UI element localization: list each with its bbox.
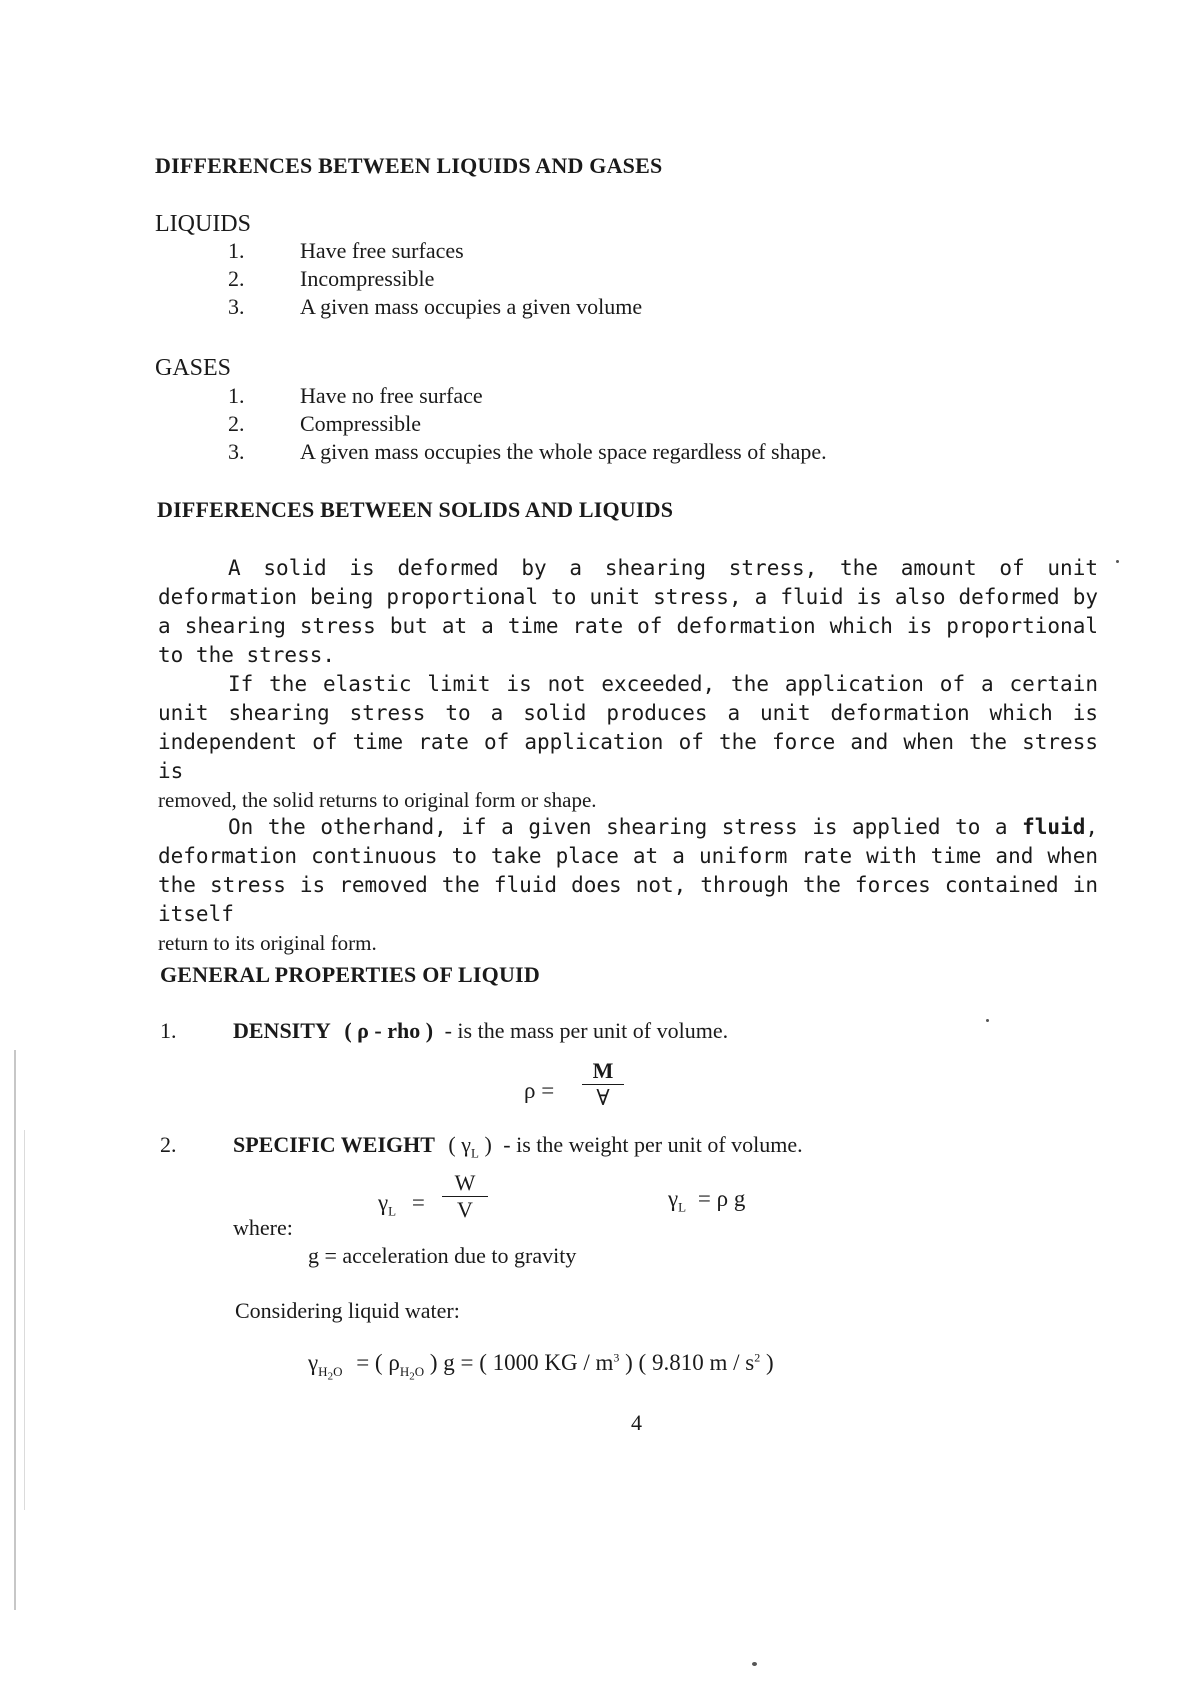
property-density-definition (233, 1018, 728, 1044)
list-number: 2. (228, 266, 245, 291)
property-number: 2. (160, 1132, 177, 1157)
property-symbol-close: ) (478, 1132, 492, 1157)
liquids-list (228, 238, 928, 328)
list-text: A given mass occupies the whole space regardless of shape. (300, 439, 827, 464)
subscript-h: H (399, 1363, 410, 1379)
property-term: SPECIFIC WEIGHT (233, 1132, 435, 1157)
property-symbol: ( ρ - rho ) (344, 1018, 434, 1043)
list-text: Have free surfaces (300, 238, 464, 263)
page-number: 4 (631, 1410, 642, 1435)
speck (986, 1019, 989, 1022)
density-equation-fraction (582, 1058, 624, 1111)
paragraph-solid-deformation (158, 554, 1098, 670)
list-number: 2. (228, 411, 245, 436)
gamma-symbol: γ (308, 1350, 319, 1375)
list-number: 1. (228, 383, 245, 408)
superscript-3: 3 (613, 1350, 620, 1365)
fraction-denominator: ∀ (596, 1085, 610, 1110)
paragraph-text: return to its original form. (158, 931, 377, 955)
property-specific-weight-definition (233, 1132, 803, 1161)
equation-part: = ( ρ (356, 1350, 400, 1375)
heading-solids-vs-liquids: DIFFERENCES BETWEEN SOLIDS AND LIQUIDS (157, 497, 674, 522)
heading-liquids-vs-gases: DIFFERENCES BETWEEN LIQUIDS AND GASES (155, 153, 663, 178)
list-number: 3. (228, 294, 245, 319)
list-text: Have no free surface (300, 383, 483, 408)
subscript-o: O (333, 1363, 343, 1379)
paragraph-text: On the otherhand, if a given shearing stress is applied to a (228, 815, 1008, 839)
gases-list (228, 383, 1128, 473)
equals-sign: = (411, 1190, 425, 1215)
property-symbol-subscript: L (470, 1145, 479, 1161)
scan-edge-mark (14, 1050, 16, 1610)
gamma-subscript: L (388, 1203, 397, 1219)
paragraph-text: A solid is deformed by a shearing stress, the amount of unit deformation being proportional to unit stress, a fluid is also deformed by a shearing stress but at a time rate of deformation which is proportional to the stress. (158, 556, 1098, 667)
subscript-o: O (414, 1363, 425, 1379)
speck (1116, 560, 1119, 563)
subscript-2: 2 (327, 1370, 334, 1383)
property-symbol: ( γ (448, 1132, 471, 1157)
paragraph-bold-term: fluid (1022, 815, 1086, 839)
paragraph-fluid-deformation (158, 813, 1098, 958)
specific-weight-equation-lhs (378, 1190, 425, 1220)
gases-label: GASES (155, 355, 232, 381)
fraction-denominator: V (457, 1197, 473, 1222)
density-equation-lhs: ρ = (524, 1078, 555, 1103)
equation-rhs: = ρ g (697, 1186, 746, 1211)
list-text: A given mass occupies a given volume (300, 294, 643, 319)
liquids-label: LIQUIDS (155, 211, 251, 237)
scan-edge-mark (24, 1130, 25, 1510)
list-number: 1. (228, 238, 245, 263)
water-specific-weight-equation (308, 1350, 774, 1382)
where-label: where: (233, 1215, 293, 1240)
where-definition: g = acceleration due to gravity (308, 1243, 577, 1268)
gamma-subscript: L (678, 1199, 687, 1215)
property-number: 1. (160, 1018, 177, 1043)
equation-part: ) g = ( 1000 KG / m (429, 1350, 614, 1375)
list-text: Compressible (300, 411, 421, 436)
property-term: DENSITY (233, 1018, 331, 1043)
subscript-h: H (318, 1363, 328, 1379)
list-number: 3. (228, 439, 245, 464)
speck (752, 1662, 757, 1666)
gamma-symbol: γ (668, 1186, 679, 1211)
fraction-numerator: M (592, 1058, 614, 1083)
property-specific-weight (160, 1132, 177, 1158)
paragraph-text: removed, the solid returns to original form or shape. (158, 788, 597, 812)
paragraph-text: If the elastic limit is not exceeded, the application of a certain unit shearing stress to a solid produces a unit deformation which is independent of time rate of application of the force and when the stress is (158, 672, 1098, 783)
paragraph-text: , deformation continuous to take place at a uniform rate with time and when the stress is removed the fluid does not, through the forces contained in itself (158, 815, 1098, 926)
equation-part: ) (765, 1350, 774, 1375)
property-density (160, 1018, 177, 1044)
equation-part: ) ( 9.810 m / s (625, 1350, 755, 1375)
property-description: - is the mass per unit of volume. (444, 1018, 729, 1043)
specific-weight-fraction (442, 1170, 488, 1223)
paragraph-elastic-limit (158, 670, 1098, 815)
fraction-numerator: W (454, 1170, 476, 1195)
list-text: Incompressible (300, 266, 435, 291)
subscript-2: 2 (409, 1370, 415, 1383)
heading-general-properties: GENERAL PROPERTIES OF LIQUID (160, 962, 540, 987)
property-description: - is the weight per unit of volume. (503, 1132, 803, 1157)
gamma-symbol: γ (378, 1190, 389, 1215)
considering-water-label: Considering liquid water: (235, 1298, 460, 1323)
superscript-2: 2 (754, 1350, 761, 1365)
specific-weight-equation-2 (668, 1186, 745, 1216)
